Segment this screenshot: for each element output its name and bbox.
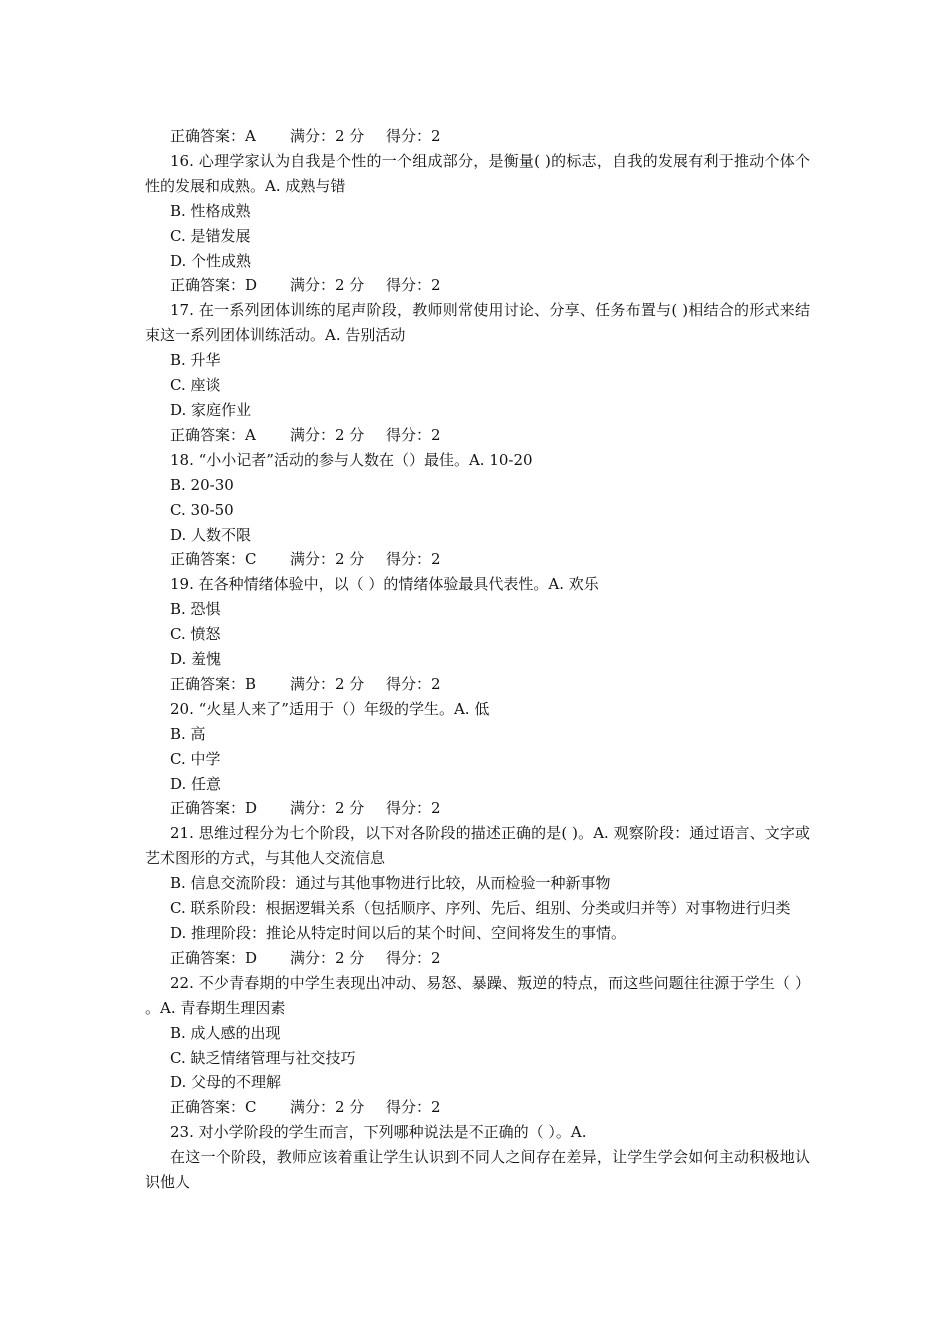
earned-score: 得分：2 <box>386 127 441 145</box>
correct-answer: 正确答案：A <box>170 425 256 444</box>
correct-answer: 正确答案：D <box>170 276 258 295</box>
full-score: 满分：2 分 <box>290 550 365 569</box>
option-line: 20. “火星人来了”适用于（）年级的学生。A. 低 <box>170 699 490 718</box>
full-score: 满分：2 分 <box>290 799 365 818</box>
option-line: D. 个性成熟 <box>170 251 252 270</box>
correct-answer: 正确答案：D <box>170 948 258 967</box>
full-score: 满分：2 分 <box>290 127 365 145</box>
answer-score-line <box>145 273 810 298</box>
correct-answer: 正确答案：B <box>170 674 257 693</box>
full-score: 满分：2 分 <box>290 425 365 444</box>
answer-score-line <box>145 946 810 971</box>
answer-score-line <box>145 1095 810 1120</box>
question-paragraph: 在这一个阶段，教师应该着重让学生认识到不同人之间存在差异，让学生学会如何主动积极地认识他人 <box>145 1148 810 1192</box>
option-line: 18. “小小记者”活动的参与人数在（）最佳。A. 10-20 <box>170 450 533 469</box>
option-line: B. 恐惧 <box>170 600 221 619</box>
option-line: D. 羞愧 <box>170 650 222 669</box>
option-line: D. 任意 <box>170 774 222 793</box>
question-paragraph: 22. 不少青春期的中学生表现出冲动、易怒、暴躁、叛逆的特点，而这些问题往往源于学生（ ） 。A. 青春期生理因素 <box>145 973 810 1017</box>
full-score: 满分：2 分 <box>290 1098 365 1117</box>
answer-score-line <box>145 423 810 448</box>
question-paragraph: 16. 心理学家认为自我是个性的一个组成部分，是衡量( )的标志，自我的发展有利于推动个体个性的发展和成熟。A. 成熟与错 <box>145 151 810 195</box>
option-line: B. 升华 <box>170 351 221 370</box>
correct-answer: 正确答案：D <box>170 799 258 818</box>
document-page <box>145 124 810 1195</box>
option-line: 23. 对小学阶段的学生而言，下列哪种说法是不正确的（ ）。A. <box>170 1123 587 1142</box>
earned-score: 得分：2 <box>386 1098 441 1117</box>
earned-score: 得分：2 <box>386 550 441 569</box>
option-line: 19. 在各种情绪体验中，以（ ）的情绪体验最具代表性。A. 欢乐 <box>170 575 599 594</box>
option-line: C. 愤怒 <box>170 625 221 644</box>
option-line: C. 座谈 <box>170 376 221 395</box>
full-score: 满分：2 分 <box>290 674 365 693</box>
earned-score: 得分：2 <box>386 799 441 818</box>
correct-answer: 正确答案：C <box>170 550 257 569</box>
option-line: B. 性格成熟 <box>170 201 251 220</box>
earned-score: 得分：2 <box>386 276 441 295</box>
option-line: C. 30-50 <box>170 500 234 519</box>
question-paragraph: 17. 在一系列团体训练的尾声阶段，教师则常使用讨论、分享、任务布置与( )相结合的形式来结束这一系列团体训练活动。A. 告别活动 <box>145 301 810 345</box>
earned-score: 得分：2 <box>386 948 441 967</box>
earned-score: 得分：2 <box>386 425 441 444</box>
option-line: B. 高 <box>170 724 206 743</box>
full-score: 满分：2 分 <box>290 948 365 967</box>
option-line: B. 成人感的出现 <box>170 1023 281 1042</box>
earned-score: 得分：2 <box>386 674 441 693</box>
option-line: D. 家庭作业 <box>170 400 252 419</box>
full-score: 满分：2 分 <box>290 276 365 295</box>
option-line: B. 20-30 <box>170 475 234 494</box>
answer-score-line <box>145 796 810 821</box>
option-line: D. 人数不限 <box>170 525 252 544</box>
question-paragraph: 21. 思维过程分为七个阶段，以下对各阶段的描述正确的是( )。A. 观察阶段：通过语言、文字或艺术图形的方式，与其他人交流信息 <box>145 824 810 868</box>
option-line: C. 是错发展 <box>170 226 251 245</box>
option-line: D. 推理阶段：推论从特定时间以后的某个时间、空间将发生的事情。 <box>170 924 627 942</box>
option-line: C. 缺乏情绪管理与社交技巧 <box>170 1048 356 1067</box>
answer-score-line <box>145 547 810 572</box>
answer-score-line <box>145 124 810 149</box>
correct-answer: 正确答案：C <box>170 1098 257 1117</box>
option-line: D. 父母的不理解 <box>170 1073 282 1092</box>
answer-score-line <box>145 672 810 697</box>
question-paragraph: C. 联系阶段：根据逻辑关系（包括顺序、序列、先后、组别、分类或归并等）对事物进行归类 <box>170 899 791 918</box>
option-line: B. 信息交流阶段：通过与其他事物进行比较，从而检验一种新事物 <box>170 874 611 893</box>
correct-answer: 正确答案：A <box>170 127 256 145</box>
option-line: C. 中学 <box>170 749 221 768</box>
